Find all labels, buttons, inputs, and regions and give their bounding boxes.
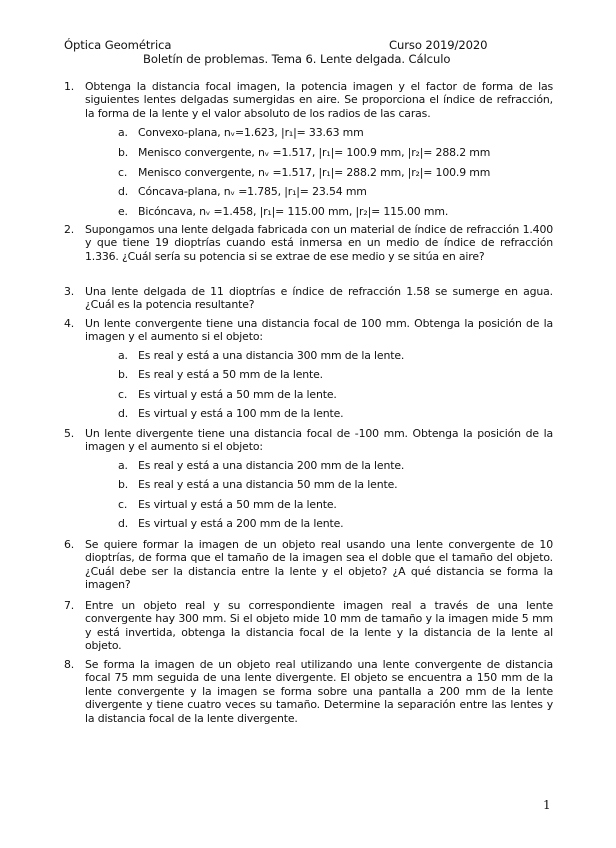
- problem-number: 6.: [64, 538, 75, 551]
- problem-number: 7.: [64, 599, 75, 612]
- sub-item-letter: c.: [118, 498, 128, 511]
- problem-7: [64, 599, 553, 653]
- problem-number: 4.: [64, 317, 75, 330]
- sub-item: [118, 517, 344, 530]
- sub-item: [118, 166, 490, 179]
- problem-text: Entre un objeto real y su correspondiente imagen real a través de una lente convergente hay 300 mm. Si el objeto mide 10 mm de tamaño y la imagen mide 5 mm y está invertida, obtenga la distancia focal de la lente y la distancia de la lente al objeto.: [85, 599, 553, 653]
- problem-text: Un lente divergente tiene una distancia focal de -100 mm. Obtenga la posición de la imagen y el aumento si el objeto:: [85, 427, 553, 454]
- sub-item-text: Menisco convergente, nᵥ =1.517, |r₁|= 288.2 mm, |r₂|= 100.9 mm: [138, 166, 491, 179]
- sub-item-text: Es virtual y está a 50 mm de la lente.: [138, 498, 337, 511]
- problem-8: [64, 658, 553, 725]
- problem-number: 5.: [64, 427, 75, 440]
- problem-1: [64, 80, 553, 120]
- problem-text: Se quiere formar la imagen de un objeto real usando una lente convergente de 10 dioptrías, de forma que el tamaño de la imagen sea el doble que el tamaño del objeto. ¿Cuál debe ser la distancia entre la lente y el objeto? ¿A qué distancia se forma la imagen?: [85, 538, 553, 592]
- problem-text: Se forma la imagen de un objeto real utilizando una lente convergente de distancia focal 75 mm seguida de una lente divergente. El objeto se encuentra a 150 mm de la lente convergente y la imagen se forma sobre una pantalla a 200 mm de la lente divergente y tiene cuatro veces su tamaño. Determine la separación entre las lentes y la distancia focal de la lente divergente.: [85, 658, 553, 725]
- problem-4: [64, 317, 553, 344]
- header-course: Curso 2019/2020: [389, 38, 488, 52]
- problem-5: [64, 427, 553, 454]
- sub-item: [118, 185, 367, 198]
- sub-item-letter: d.: [118, 407, 129, 420]
- sub-item-letter: a.: [118, 126, 128, 139]
- problem-number: 8.: [64, 658, 75, 671]
- sub-item-letter: d.: [118, 185, 129, 198]
- sub-item-text: Cóncava-plana, nᵥ =1.785, |r₁|= 23.54 mm: [138, 185, 367, 198]
- problem-text: Obtenga la distancia focal imagen, la potencia imagen y el factor de forma de las siguientes lentes delgadas sumergidas en aire. Se proporciona el índice de refracción, la forma de la lente y el valor absoluto de los radios de las caras.: [85, 80, 553, 120]
- problem-6: [64, 538, 553, 592]
- sub-item-text: Es real y está a una distancia 50 mm de la lente.: [138, 478, 398, 491]
- problem-number: 3.: [64, 285, 75, 298]
- sub-item: [118, 478, 397, 491]
- sub-item-text: Es real y está a 50 mm de la lente.: [138, 368, 323, 381]
- problem-text: Un lente convergente tiene una distancia focal de 100 mm. Obtenga la posición de la imagen y el aumento si el objeto:: [85, 317, 553, 344]
- sub-item-letter: d.: [118, 517, 129, 530]
- sub-item: [118, 146, 490, 159]
- sub-item: [118, 368, 323, 381]
- problem-3: [64, 285, 553, 312]
- sub-item-letter: b.: [118, 146, 129, 159]
- page-number: 1: [543, 798, 551, 812]
- sub-item-letter: c.: [118, 166, 128, 179]
- sub-item-letter: e.: [118, 205, 128, 218]
- sub-item: [118, 459, 404, 472]
- sub-item-text: Convexo-plana, nᵥ=1.623, |r₁|= 33.63 mm: [138, 126, 364, 139]
- header-title: Boletín de problemas. Tema 6. Lente delgada. Cálculo: [143, 52, 451, 66]
- sub-item-letter: b.: [118, 368, 129, 381]
- sub-item: [118, 205, 448, 218]
- problem-text: Una lente delgada de 11 dioptrías e índice de refracción 1.58 se sumerge en agua. ¿Cuál es la potencia resultante?: [85, 285, 553, 312]
- sub-item-letter: b.: [118, 478, 129, 491]
- sub-item: [118, 407, 344, 420]
- header-subject: Óptica Geométrica: [64, 38, 172, 52]
- sub-item-text: Es real y está a una distancia 300 mm de la lente.: [138, 349, 405, 362]
- problem-number: 2.: [64, 223, 75, 236]
- sub-item-text: Bicóncava, nᵥ =1.458, |r₁|= 115.00 mm, |r₂|= 115.00 mm.: [138, 205, 449, 218]
- sub-item-letter: a.: [118, 459, 128, 472]
- sub-item-text: Menisco convergente, nᵥ =1.517, |r₁|= 100.9 mm, |r₂|= 288.2 mm: [138, 146, 491, 159]
- sub-item-text: Es virtual y está a 100 mm de la lente.: [138, 407, 344, 420]
- sub-item-letter: a.: [118, 349, 128, 362]
- problem-2: [64, 223, 553, 263]
- sub-item-letter: c.: [118, 388, 128, 401]
- sub-item: [118, 388, 337, 401]
- problem-number: 1.: [64, 80, 75, 93]
- sub-item-text: Es virtual y está a 50 mm de la lente.: [138, 388, 337, 401]
- problem-text: Supongamos una lente delgada fabricada con un material de índice de refracción 1.400 y que tiene 19 dioptrías cuando está inmersa en un medio de índice de refracción 1.336. ¿Cuál sería su potencia si se extrae de ese medio y se sitúa en aire?: [85, 223, 553, 263]
- sub-item: [118, 126, 364, 139]
- sub-item-text: Es virtual y está a 200 mm de la lente.: [138, 517, 344, 530]
- sub-item: [118, 498, 337, 511]
- sub-item: [118, 349, 404, 362]
- sub-item-text: Es real y está a una distancia 200 mm de la lente.: [138, 459, 405, 472]
